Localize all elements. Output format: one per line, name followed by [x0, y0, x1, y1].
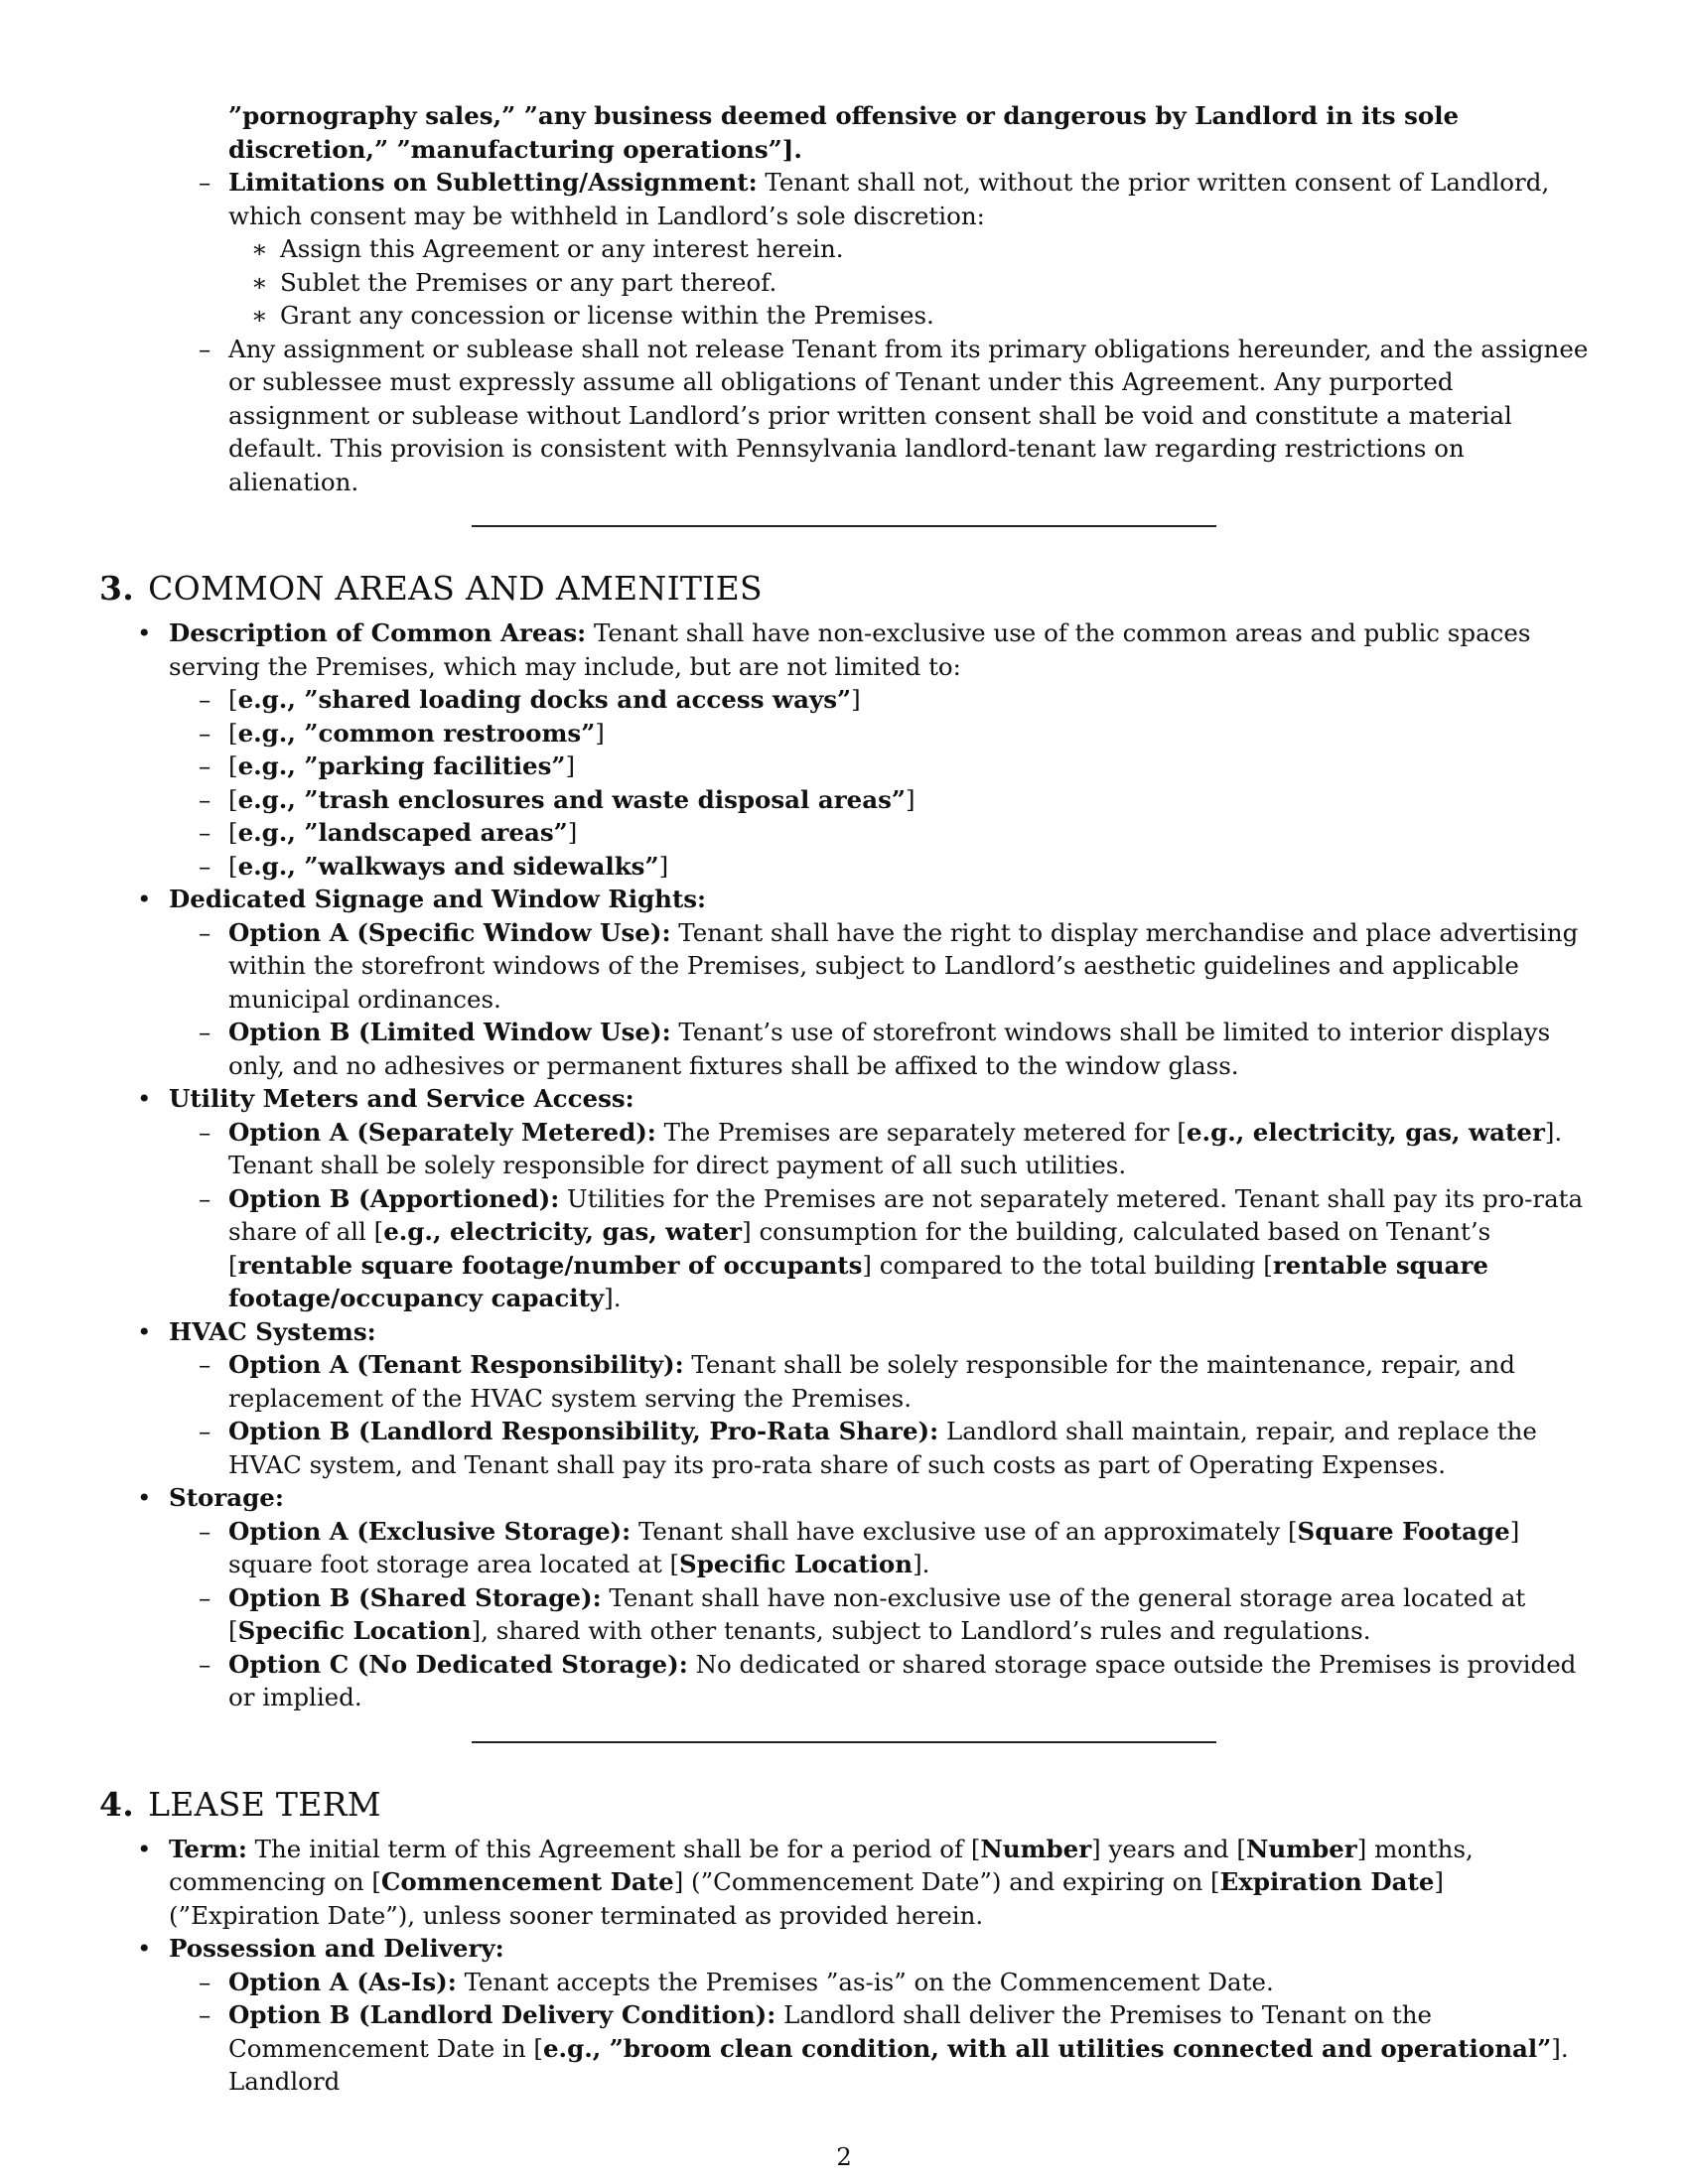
dash-marker: –	[199, 334, 211, 363]
option-text: ].	[913, 1550, 930, 1578]
list-item: – [e.g., ”walkways and sidewalks”]	[99, 850, 1589, 884]
section-number: 3.	[99, 569, 135, 608]
term-text: ] (”Commencement Date”) and expiring on [	[673, 1867, 1220, 1896]
star-marker: ∗	[251, 234, 268, 263]
bullet-marker: •	[137, 1834, 152, 1863]
list-item	[99, 1182, 1589, 1315]
term-clause	[99, 1833, 1589, 1933]
option-text: Tenant shall be solely responsible for the maintenance, repair, and replacement of the HVAC system serving the Premises.	[228, 1350, 1515, 1413]
option-text: ] consumption for the building, calculated based on Tenant’s [	[228, 1217, 1491, 1280]
section-title: LEASE TERM	[148, 1784, 381, 1824]
list-item	[99, 916, 1589, 1017]
list-item: – [e.g., ”parking facilities”]	[99, 750, 1589, 783]
utility-clause	[99, 1082, 1589, 1116]
list-item	[99, 1998, 1589, 2099]
placeholder-text: e.g., electricity, gas, water	[1186, 1117, 1545, 1147]
option-text: Tenant’s use of storefront windows shall be limited to interior displays only, and no adhesives or permanent fixtures shall be affixed to the window glass.	[228, 1018, 1551, 1080]
term-text: ] years and [	[1091, 1834, 1246, 1863]
placeholder-text: Commencement Date	[380, 1867, 674, 1896]
bullet-marker: •	[137, 1316, 152, 1346]
list-item: – [e.g., ”landscaped areas”]	[99, 816, 1589, 850]
common-area-item: e.g., ”parking facilities”	[237, 751, 566, 780]
common-areas-text: Tenant shall have non-exclusive use of the common areas and public spaces serving the Premises, which may include, but are not limited to:	[169, 618, 1531, 681]
section-3-heading	[99, 569, 1589, 609]
list-item	[99, 1581, 1589, 1648]
dash-marker: –	[199, 1350, 211, 1379]
dash-marker: –	[199, 784, 211, 814]
dash-marker: –	[199, 1018, 211, 1046]
possession-label: Possession and Delivery:	[169, 1934, 504, 1963]
option-text: Tenant accepts the Premises ”as-is” on the Commencement Date.	[456, 1967, 1274, 1996]
option-text: The Premises are separately metered for [	[655, 1117, 1187, 1147]
option-text: Tenant shall have non-exclusive use of the general storage area located at [	[228, 1582, 1526, 1645]
storage-clause	[99, 1481, 1589, 1515]
list-item	[99, 1348, 1589, 1415]
option-label: Option B (Limited Window Use):	[228, 1018, 671, 1046]
option-text: Tenant shall have exclusive use of an approximately [	[631, 1516, 1298, 1546]
option-text: ] square foot storage area located at [	[228, 1516, 1520, 1578]
dash-marker: –	[199, 2000, 211, 2029]
star-marker: ∗	[251, 267, 268, 297]
dash-marker: –	[199, 1582, 211, 1612]
bullet-marker: •	[137, 1084, 152, 1113]
option-label: Option A (Exclusive Storage):	[228, 1516, 632, 1546]
list-item	[99, 1515, 1589, 1581]
option-label: Option B (Apportioned):	[228, 1183, 560, 1213]
dash-marker: –	[199, 1117, 211, 1147]
placeholder-text: Square Footage	[1297, 1516, 1510, 1546]
common-area-item: e.g., ”walkways and sidewalks”	[237, 851, 659, 881]
dash-marker: –	[199, 1516, 211, 1546]
option-text: ]. Tenant shall be solely responsible for direct payment of all such utilities.	[228, 1117, 1563, 1179]
dash-marker: –	[199, 1649, 211, 1679]
section-4-heading	[99, 1785, 1589, 1825]
bullet-marker: •	[137, 885, 152, 913]
section-divider	[472, 525, 1216, 527]
placeholder-text: e.g., electricity, gas, water	[383, 1217, 743, 1246]
placeholder-text: e.g., ”broom clean condition, with all utilities connected and operational”	[542, 2033, 1552, 2063]
placeholder-text: Number	[1245, 1834, 1357, 1863]
assignment-note	[99, 333, 1589, 499]
option-text: Landlord shall maintain, repair, and replace the HVAC system, and Tenant shall pay its pro-rata share of such costs as part of Operating Expenses.	[228, 1417, 1537, 1479]
list-item	[99, 232, 1589, 266]
page-number: 2	[836, 2142, 852, 2171]
subletting-text: Tenant shall not, without the prior written consent of Landlord, which consent may be withheld in Landlord’s sole discretion:	[228, 168, 1550, 230]
list-item	[99, 1016, 1589, 1082]
option-label: Option B (Shared Storage):	[228, 1582, 602, 1612]
common-area-item: e.g., ”shared loading docks and access ways”	[237, 685, 852, 714]
option-text: Tenant shall have the right to display merchandise and place advertising within the storefront windows of the Premises, subject to Landlord’s aesthetic guidelines and applicable municipal ordinances.	[228, 917, 1579, 1014]
subletting-item: Grant any concession or license within the Premises.	[280, 301, 934, 330]
bullet-marker: •	[137, 1934, 152, 1963]
possession-clause	[99, 1932, 1589, 1966]
option-text: ].	[604, 1284, 622, 1312]
dash-marker: –	[199, 1417, 211, 1445]
utility-label: Utility Meters and Service Access:	[169, 1084, 634, 1113]
subletting-clause	[99, 166, 1589, 232]
option-label: Option B (Landlord Delivery Condition):	[228, 2000, 776, 2029]
option-text: ] compared to the total building [	[862, 1250, 1273, 1280]
subletting-label: Limitations on Subletting/Assignment:	[228, 168, 758, 197]
placeholder-text: rentable square footage/occupancy capacity	[228, 1250, 1488, 1312]
list-item: – [e.g., ”trash enclosures and waste disposal areas”]	[99, 783, 1589, 817]
list-item	[99, 1966, 1589, 1999]
option-text: Landlord shall deliver the Premises to Tenant on the Commencement Date in [	[228, 2000, 1433, 2063]
placeholder-text: Specific Location	[237, 1616, 472, 1645]
option-label: Option A (As-Is):	[228, 1967, 457, 1996]
list-item	[99, 1415, 1589, 1481]
term-label: Term:	[169, 1834, 247, 1863]
document-page	[99, 99, 1589, 2164]
signage-label: Dedicated Signage and Window Rights:	[169, 885, 707, 913]
list-item	[99, 299, 1589, 333]
option-label: Option C (No Dedicated Storage):	[228, 1649, 688, 1679]
list-item	[99, 1116, 1589, 1182]
subletting-item: Sublet the Premises or any part thereof.	[280, 267, 777, 297]
placeholder-text: Expiration Date	[1219, 1867, 1435, 1896]
list-item: – [e.g., ”common restrooms”]	[99, 717, 1589, 751]
dash-marker: –	[199, 718, 211, 748]
common-area-item: e.g., ”trash enclosures and waste disposal areas”	[237, 784, 906, 814]
subletting-item: Assign this Agreement or any interest herein.	[280, 234, 844, 263]
term-text: ] months, commencing on [	[169, 1834, 1474, 1896]
option-text: ], shared with other tenants, subject to Landlord’s rules and regulations.	[471, 1616, 1371, 1645]
placeholder-text: Number	[980, 1834, 1092, 1863]
dash-marker: –	[199, 818, 211, 847]
option-text: No dedicated or shared storage space outside the Premises is provided or implied.	[228, 1649, 1577, 1711]
dash-marker: –	[199, 685, 211, 714]
signage-clause	[99, 883, 1589, 916]
option-text: Utilities for the Premises are not separately metered. Tenant shall pay its pro-rata share of all [	[228, 1183, 1584, 1246]
option-label: Option B (Landlord Responsibility, Pro-Rata Share):	[228, 1417, 939, 1445]
storage-label: Storage:	[169, 1483, 284, 1512]
term-text: ] (”Expiration Date”), unless sooner terminated as provided herein.	[169, 1867, 1444, 1930]
assignment-note-text: Any assignment or sublease shall not release Tenant from its primary obligations hereunder, and the assignee or sublessee must expressly assume all obligations of Tenant under this Agreement. Any purported assignment or sublease without Landlord’s prior written consent shall be void and constitute a material default. This provision is consistent with Pennsylvania landlord-tenant law regarding restrictions on alienation.	[228, 334, 1589, 496]
hvac-clause	[99, 1315, 1589, 1349]
placeholder-text: rentable square footage/number of occupants	[237, 1250, 863, 1280]
bullet-marker: •	[137, 618, 152, 647]
section-number: 4.	[99, 1784, 135, 1824]
list-item: – [e.g., ”shared loading docks and access ways”]	[99, 683, 1589, 717]
dash-marker: –	[199, 1967, 211, 1996]
option-label: Option A (Separately Metered):	[228, 1117, 656, 1147]
common-area-item: e.g., ”landscaped areas”	[237, 818, 568, 847]
section-divider	[472, 1741, 1216, 1743]
section-title: COMMON AREAS AND AMENITIES	[148, 569, 763, 608]
list-item	[99, 1648, 1589, 1714]
dash-marker: –	[199, 917, 211, 947]
option-label: Option A (Specific Window Use):	[228, 917, 671, 947]
dash-marker: –	[199, 851, 211, 881]
prohibited-uses-continuation: ”pornography sales,” ”any business deemed offensive or dangerous by Landlord in its sole discretion,” ”manufacturing operations”].	[228, 101, 1460, 164]
placeholder-text: Specific Location	[679, 1550, 914, 1578]
list-item	[99, 266, 1589, 300]
dash-marker: –	[199, 1183, 211, 1213]
dash-marker: –	[199, 168, 211, 197]
bullet-marker: •	[137, 1483, 152, 1512]
star-marker: ∗	[251, 301, 268, 330]
option-text: ]. Landlord	[228, 2033, 1569, 2096]
common-area-item: e.g., ”common restrooms”	[237, 718, 596, 748]
term-text: The initial term of this Agreement shall be for a period of [	[246, 1834, 981, 1863]
common-areas-clause	[99, 616, 1589, 683]
option-label: Option A (Tenant Responsibility):	[228, 1350, 684, 1379]
common-areas-label: Description of Common Areas:	[169, 618, 587, 647]
hvac-label: HVAC Systems:	[169, 1316, 376, 1346]
dash-marker: –	[199, 751, 211, 780]
